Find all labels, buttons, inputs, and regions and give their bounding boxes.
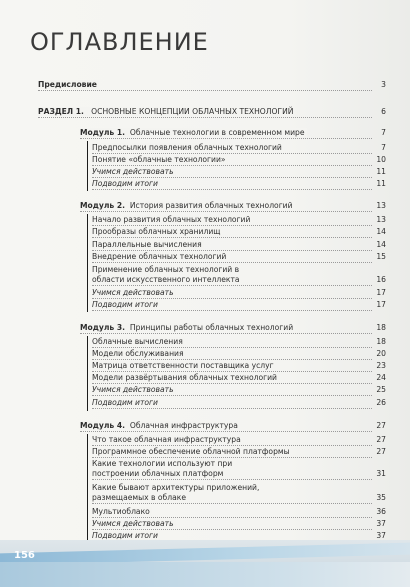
toc-entry-page: 10 [376, 155, 386, 164]
toc-module-1 [80, 128, 386, 140]
toc-entry [92, 155, 386, 167]
toc-entry [92, 483, 386, 505]
dotted-leader [38, 80, 372, 91]
toc-entry-page: 11 [376, 167, 386, 176]
toc-entry [92, 300, 386, 312]
toc-entry-label: Модели обслуживания [92, 349, 184, 358]
module-title: Облачные технологии в современном мире [129, 128, 305, 137]
toc-entry-page: 26 [376, 398, 386, 407]
module-vertical-rule [87, 141, 88, 191]
module-number: Модуль 4. [80, 421, 126, 430]
toc-entry [92, 507, 386, 519]
dotted-leader [80, 323, 372, 334]
toc-entry [92, 373, 386, 385]
toc-entry-page: 24 [376, 373, 386, 382]
section-title: ОСНОВНЫЕ КОНЦЕПЦИИ ОБЛАЧНЫХ ТЕХНОЛОГИЙ [91, 107, 294, 116]
toc-entry-label: Предисловие [38, 80, 97, 89]
toc-entry-label: Облачные вычисления [92, 337, 183, 346]
toc-entry-page: 27 [376, 435, 386, 444]
toc-entry-page: 27 [376, 447, 386, 456]
toc-entry-page: 14 [376, 227, 386, 236]
toc-entry-preface [38, 80, 386, 92]
page-title: ОГЛАВЛЕНИЕ [30, 28, 209, 56]
toc-entry-label: Что такое облачная инфраструктура [92, 435, 241, 444]
toc-entry-page: 18 [376, 323, 386, 332]
toc-entry-page: 27 [376, 421, 386, 430]
toc-entry-label: Подводим итоги [92, 300, 158, 309]
module-vertical-rule [87, 434, 88, 542]
dotted-leader [80, 128, 372, 139]
toc-entry-page: 17 [376, 300, 386, 309]
toc-entry-label: Подводим итоги [92, 179, 158, 188]
module-title: Принципы работы облачных технологий [129, 323, 294, 332]
toc-entry-label: Параллельные вычисления [92, 240, 202, 249]
toc-entry [92, 361, 386, 373]
toc-entry-label: Учимся действовать [92, 385, 174, 394]
toc-section-1 [38, 107, 386, 119]
toc-entry-page: 13 [376, 201, 386, 210]
toc-entry-page: 11 [376, 179, 386, 188]
toc-entry-label: Предпосылки появления облачных технологий [92, 143, 282, 152]
toc-entry [92, 143, 386, 155]
toc-entry-label: Учимся действовать [92, 288, 174, 297]
toc-entry [92, 459, 386, 481]
toc-entry-label: Применение облачных технологий в области искусственного интеллекта [92, 265, 274, 285]
toc-entry [92, 179, 386, 191]
toc-entry-page: 20 [376, 349, 386, 358]
toc-entry [92, 265, 386, 287]
toc-module-4 [80, 421, 386, 433]
toc-entry [92, 215, 386, 227]
toc-entry-page: 14 [376, 240, 386, 249]
toc-entry-label: Понятие «облачные технологии» [92, 155, 226, 164]
toc-entry [92, 447, 386, 459]
toc-entry-page: 3 [381, 80, 386, 89]
module-number: Модуль 3. [80, 323, 126, 332]
toc-entry-page: 16 [376, 275, 386, 284]
toc-module-3 [80, 323, 386, 335]
toc-entry [92, 288, 386, 300]
dotted-leader [80, 201, 372, 212]
toc-entry [92, 349, 386, 361]
module-number: Модуль 1. [80, 128, 126, 137]
toc-entry-page: 13 [376, 215, 386, 224]
dotted-leader [38, 107, 372, 118]
toc-entry-page: 37 [376, 519, 386, 528]
toc-entry-label: Программное обеспечение облачной платформы [92, 447, 290, 456]
toc-entry-page: 36 [376, 507, 386, 516]
module-vertical-rule [87, 336, 88, 411]
toc-entry-label: Прообразы облачных хранилищ [92, 227, 221, 236]
toc-entry-page: 23 [376, 361, 386, 370]
toc-entry [92, 167, 386, 179]
toc-entry-label: Какие технологии используют при построении облачных платформ [92, 459, 254, 479]
dotted-leader [80, 421, 372, 432]
toc-entry-label: Подводим итоги [92, 531, 158, 540]
toc-entry [92, 435, 386, 447]
toc-entry-label: Начало развития облачных технологий [92, 215, 251, 224]
toc-entry-page: 18 [376, 337, 386, 346]
toc-entry-page: 7 [381, 143, 386, 152]
toc-entry-label: Модели развёртывания облачных технологий [92, 373, 277, 382]
toc-entry [92, 385, 386, 397]
toc-entry-label: Учимся действовать [92, 519, 174, 528]
toc-entry-page: 6 [381, 107, 386, 116]
module-title: Облачная инфраструктура [129, 421, 238, 430]
toc-entry-page: 25 [376, 385, 386, 394]
toc-entry-label: Матрица ответственности поставщика услуг [92, 361, 274, 370]
toc-entry [92, 227, 386, 239]
toc-entry [92, 398, 386, 410]
footer-accent-stripe-lower [0, 562, 410, 587]
toc-entry-label: Подводим итоги [92, 398, 158, 407]
toc-module-2 [80, 201, 386, 213]
toc-entry-label: Внедрение облачных технологий [92, 252, 227, 261]
toc-entry-page: 31 [376, 469, 386, 478]
page-number: 156 [14, 550, 35, 561]
toc-entry-page: 37 [376, 531, 386, 540]
toc-entry [92, 337, 386, 349]
toc-entry-label: Какие бывают архитектуры приложений, размещаемых в облаке [92, 483, 264, 503]
toc-entry-label: Мультиоблако [92, 507, 150, 516]
module-vertical-rule [87, 214, 88, 312]
section-number: РАЗДЕЛ 1. [38, 107, 84, 116]
toc-entry [92, 519, 386, 531]
toc-entry-label: Учимся действовать [92, 167, 174, 176]
module-title: История развития облачных технологий [129, 201, 293, 210]
module-number: Модуль 2. [80, 201, 126, 210]
toc-entry [92, 252, 386, 264]
toc-entry-page: 7 [381, 128, 386, 137]
toc-entry-page: 35 [376, 493, 386, 502]
toc-entry [92, 240, 386, 252]
toc-entry-page: 17 [376, 288, 386, 297]
toc-entry-page: 15 [376, 252, 386, 261]
